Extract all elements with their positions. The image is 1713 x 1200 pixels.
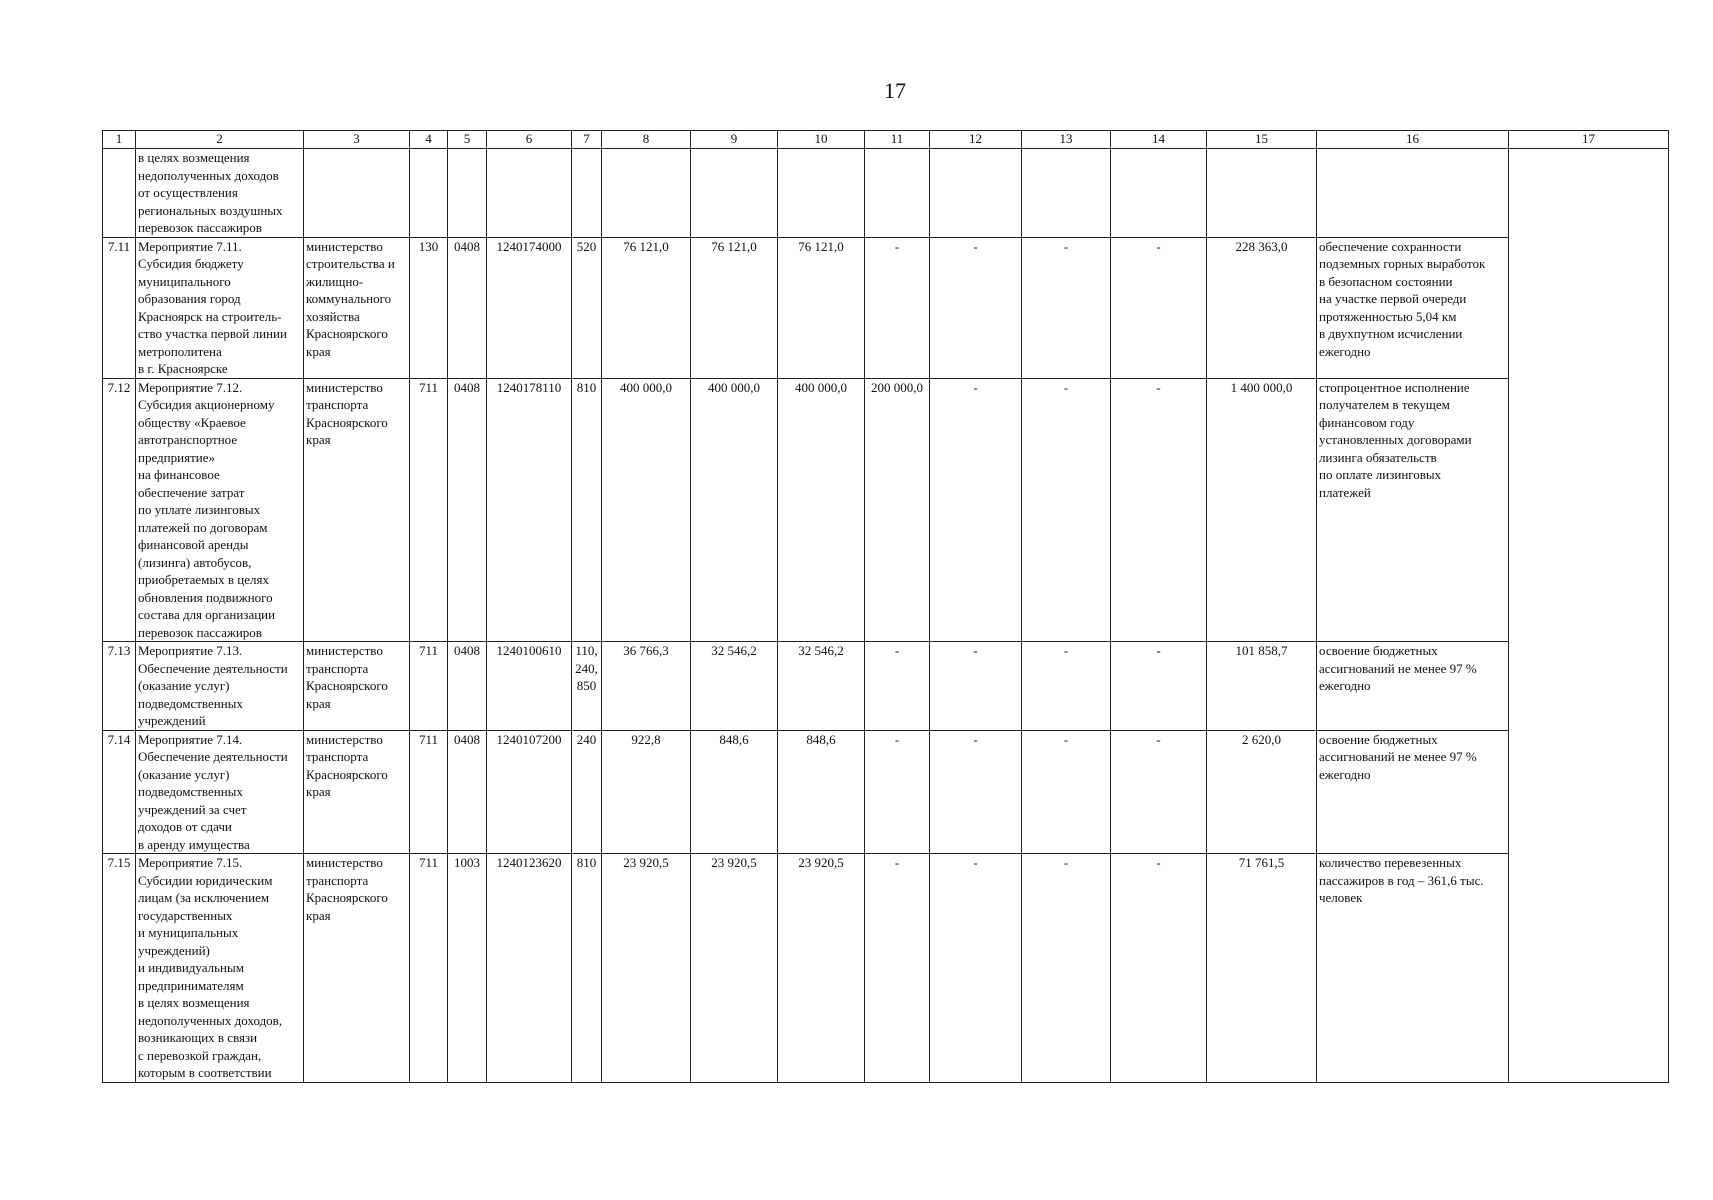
cell-total: 101 858,7: [1207, 642, 1317, 731]
col-header-8: 8: [602, 131, 691, 149]
table-row-continuation: [103, 149, 1669, 238]
table-row: [103, 642, 1669, 731]
table-row: [103, 730, 1669, 854]
cell-number: 7.14: [103, 730, 136, 854]
cell-empty: [103, 149, 136, 238]
cell-empty: [572, 149, 602, 238]
cell-executor: министерство транспорта Красноярского края: [304, 730, 410, 854]
cell-description: Мероприятие 7.12. Субсидия акционерному обществу «Краевое автотранспортное предприятие» на финансовое обеспечение затрат по уплате лизинговых платежей по договорам финансовой аренды (лизинга) автобусов, приобретаемых в целях обновления подвижного состава для организации перевозок пассажиров: [136, 378, 304, 642]
cell-empty: [487, 149, 572, 238]
header-row: [103, 131, 1669, 149]
cell-amount: -: [1111, 378, 1207, 642]
cell-amount: 32 546,2: [778, 642, 865, 731]
cell-grbs: 711: [410, 642, 448, 731]
cell-rzpr: 0408: [448, 730, 487, 854]
cell-vr: 240: [572, 730, 602, 854]
cell-description: в целях возмещения недополученных доходов от осуществления региональных воздушных перевозок пассажиров: [136, 149, 304, 238]
cell-amount: 36 766,3: [602, 642, 691, 731]
cell-amount: -: [930, 237, 1022, 378]
cell-empty: [1317, 149, 1509, 238]
cell-amount: 922,8: [602, 730, 691, 854]
cell-number: 7.11: [103, 237, 136, 378]
col-header-5: 5: [448, 131, 487, 149]
cell-amount: -: [865, 730, 930, 854]
cell-total: 228 363,0: [1207, 237, 1317, 378]
cell-amount: -: [1022, 237, 1111, 378]
cell-csr: 1240123620: [487, 854, 572, 1083]
col-header-16: 16: [1317, 131, 1509, 149]
cell-amount: -: [930, 730, 1022, 854]
cell-number: 7.12: [103, 378, 136, 642]
cell-empty: [930, 149, 1022, 238]
cell-number: 7.15: [103, 854, 136, 1083]
cell-rzpr: 0408: [448, 642, 487, 731]
cell-grbs: 130: [410, 237, 448, 378]
cell-empty: [1207, 149, 1317, 238]
cell-col17-empty: [1509, 149, 1669, 1083]
cell-amount: -: [1022, 642, 1111, 731]
cell-amount: -: [1111, 642, 1207, 731]
cell-amount: 200 000,0: [865, 378, 930, 642]
cell-empty: [448, 149, 487, 238]
cell-empty: [602, 149, 691, 238]
cell-executor: министерство строительства и жилищно- коммунального хозяйства Красноярского края: [304, 237, 410, 378]
cell-amount: -: [865, 237, 930, 378]
cell-amount: 848,6: [691, 730, 778, 854]
col-header-2: 2: [136, 131, 304, 149]
program-activities-table: [102, 130, 1669, 1083]
col-header-1: 1: [103, 131, 136, 149]
col-header-9: 9: [691, 131, 778, 149]
cell-amount: 23 920,5: [691, 854, 778, 1083]
col-header-11: 11: [865, 131, 930, 149]
cell-amount: 400 000,0: [691, 378, 778, 642]
cell-amount: -: [930, 642, 1022, 731]
cell-vr: 810: [572, 854, 602, 1083]
cell-amount: -: [1111, 237, 1207, 378]
cell-result: количество перевезенных пассажиров в год – 361,6 тыс. человек: [1317, 854, 1509, 1083]
cell-total: 71 761,5: [1207, 854, 1317, 1083]
cell-total: 1 400 000,0: [1207, 378, 1317, 642]
cell-amount: -: [865, 642, 930, 731]
cell-amount: -: [930, 378, 1022, 642]
cell-grbs: 711: [410, 854, 448, 1083]
col-header-10: 10: [778, 131, 865, 149]
cell-amount: 23 920,5: [778, 854, 865, 1083]
cell-result: обеспечение сохранности подземных горных выработок в безопасном состоянии на участке первой очереди протяженностью 5,04 км в двухпутном исчислении ежегодно: [1317, 237, 1509, 378]
cell-vr: 520: [572, 237, 602, 378]
cell-grbs: 711: [410, 730, 448, 854]
cell-amount: -: [1022, 854, 1111, 1083]
cell-amount: -: [930, 854, 1022, 1083]
cell-executor: министерство транспорта Красноярского края: [304, 378, 410, 642]
cell-rzpr: 0408: [448, 378, 487, 642]
col-header-4: 4: [410, 131, 448, 149]
cell-empty: [304, 149, 410, 238]
table-row: [103, 237, 1669, 378]
cell-amount: -: [1111, 730, 1207, 854]
cell-csr: 1240107200: [487, 730, 572, 854]
page-number: 17: [884, 78, 906, 103]
cell-description: Мероприятие 7.11. Субсидия бюджету муниципального образования город Красноярск на строитель- ство участка первой линии метрополитена в г. Красноярске: [136, 237, 304, 378]
cell-description: Мероприятие 7.15. Субсидии юридическим лицам (за исключением государственных и муниципальных учреждений) и индивидуальным предпринимателям в целях возмещения недополученных доходов, возникающих в связи с перевозкой граждан, которым в соответствии: [136, 854, 304, 1083]
cell-amount: 400 000,0: [778, 378, 865, 642]
cell-amount: -: [865, 854, 930, 1083]
cell-empty: [410, 149, 448, 238]
cell-amount: 76 121,0: [691, 237, 778, 378]
cell-amount: 32 546,2: [691, 642, 778, 731]
cell-empty: [865, 149, 930, 238]
cell-result: освоение бюджетных ассигнований не менее 97 % ежегодно: [1317, 730, 1509, 854]
cell-amount: 76 121,0: [778, 237, 865, 378]
col-header-7: 7: [572, 131, 602, 149]
cell-number: 7.13: [103, 642, 136, 731]
cell-csr: 1240100610: [487, 642, 572, 731]
cell-csr: 1240174000: [487, 237, 572, 378]
cell-executor: министерство транспорта Красноярского края: [304, 642, 410, 731]
cell-amount: 76 121,0: [602, 237, 691, 378]
cell-empty: [1111, 149, 1207, 238]
cell-empty: [1022, 149, 1111, 238]
col-header-15: 15: [1207, 131, 1317, 149]
cell-vr: 110, 240, 850: [572, 642, 602, 731]
cell-amount: 400 000,0: [602, 378, 691, 642]
col-header-17: 17: [1509, 131, 1669, 149]
cell-executor: министерство транспорта Красноярского края: [304, 854, 410, 1083]
col-header-3: 3: [304, 131, 410, 149]
cell-total: 2 620,0: [1207, 730, 1317, 854]
col-header-13: 13: [1022, 131, 1111, 149]
cell-empty: [691, 149, 778, 238]
cell-grbs: 711: [410, 378, 448, 642]
col-header-6: 6: [487, 131, 572, 149]
table-row: [103, 378, 1669, 642]
cell-vr: 810: [572, 378, 602, 642]
cell-amount: 23 920,5: [602, 854, 691, 1083]
cell-amount: -: [1022, 730, 1111, 854]
col-header-14: 14: [1111, 131, 1207, 149]
table-row: [103, 854, 1669, 1083]
col-header-12: 12: [930, 131, 1022, 149]
cell-description: Мероприятие 7.14. Обеспечение деятельности (оказание услуг) подведомственных учреждений за счет доходов от сдачи в аренду имущества: [136, 730, 304, 854]
cell-empty: [778, 149, 865, 238]
cell-description: Мероприятие 7.13. Обеспечение деятельности (оказание услуг) подведомственных учреждений: [136, 642, 304, 731]
cell-amount: -: [1111, 854, 1207, 1083]
cell-amount: -: [1022, 378, 1111, 642]
cell-result: стопроцентное исполнение получателем в текущем финансовом году установленных договорами лизинга обязательств по оплате лизинговых платежей: [1317, 378, 1509, 642]
cell-csr: 1240178110: [487, 378, 572, 642]
cell-result: освоение бюджетных ассигнований не менее 97 % ежегодно: [1317, 642, 1509, 731]
cell-amount: 848,6: [778, 730, 865, 854]
cell-rzpr: 1003: [448, 854, 487, 1083]
cell-rzpr: 0408: [448, 237, 487, 378]
